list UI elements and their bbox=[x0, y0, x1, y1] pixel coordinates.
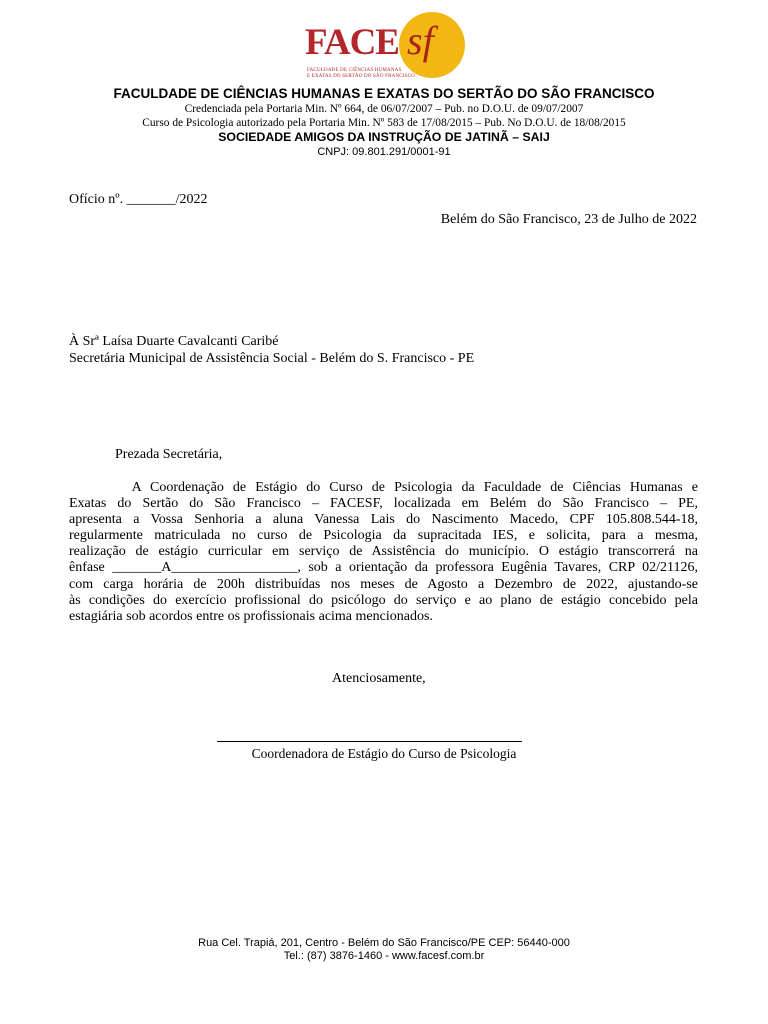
cnpj: CNPJ: 09.801.291/0001-91 bbox=[317, 146, 451, 158]
logo-sf-monogram: sf bbox=[407, 18, 434, 63]
body-line: com carga horária de 200h distribuídas nos meses de Agosto a Dezembro de 2022, ajustando-se bbox=[69, 576, 698, 592]
body-line: A Coordenação de Estágio do Curso de Psicologia da Faculdade de Ciências Humanas e bbox=[69, 480, 698, 495]
body-line: Exatas do Sertão do São Francisco – FACESF, localizada em Belém do São Francisco – PE, bbox=[69, 496, 698, 512]
course-authorization-line: Curso de Psicologia autorizado pela Portaria Min. Nº 583 de 17/08/2015 – Pub. No D.O.U. de 18/08/2015 bbox=[142, 117, 626, 129]
body-line: apresenta a Vossa Senhoria a aluna Vanessa Lais do Nascimento Macedo, CPF 105.808.544-18, bbox=[69, 512, 698, 528]
footer-address: Rua Cel. Trapiá, 201, Centro - Belém do São Francisco/PE CEP: 56440-000 bbox=[198, 937, 570, 949]
body-line: realização de estágio curricular em serviço de Assistência do município. O estágio transcorrerá na bbox=[69, 544, 698, 560]
closing: Atenciosamente, bbox=[332, 671, 426, 686]
recipient-name: À Srª Laísa Duarte Cavalcanti Caribé bbox=[69, 334, 279, 349]
recipient-role: Secretária Municipal de Assistência Social - Belém do S. Francisco - PE bbox=[69, 351, 475, 366]
logo-subtitle-line-2: E EXATAS DO SERTÃO DO SÃO FRANCISCO bbox=[307, 74, 415, 79]
body-line: às condições do exercício profissional do psicólogo do serviço e ao plano de estágio concebido pela bbox=[69, 592, 698, 608]
society-name: SOCIEDADE AMIGOS DA INSTRUÇÃO DE JATINÃ – SAIJ bbox=[218, 130, 550, 144]
signature-line bbox=[217, 741, 522, 742]
institution-name: FACULDADE DE CIÊNCIAS HUMANAS E EXATAS DO SERTÃO DO SÃO FRANCISCO bbox=[113, 86, 655, 101]
facesf-logo bbox=[303, 12, 465, 80]
body-line: estagiária sob acordos entre os profissionais acima mencionados. bbox=[69, 608, 433, 624]
footer-contact: Tel.: (87) 3876-1460 - www.facesf.com.br bbox=[283, 950, 485, 962]
logo-subtitle-line-1: FACULDADE DE CIÊNCIAS HUMANAS bbox=[307, 68, 402, 73]
oficio-number: Ofício nº. _______/2022 bbox=[69, 192, 208, 207]
letter-date: Belém do São Francisco, 23 de Julho de 2022 bbox=[440, 212, 697, 227]
greeting: Prezada Secretária, bbox=[115, 447, 223, 462]
accreditation-line: Credenciada pela Portaria Min. Nº 664, de 06/07/2007 – Pub. no D.O.U. de 09/07/2007 bbox=[184, 103, 584, 115]
body-line: ênfase _______A__________________, sob a orientação da professora Eugênia Tavares, CRP 02/21126, bbox=[69, 560, 698, 576]
logo-wordmark: FACE bbox=[305, 22, 399, 63]
body-line: regularmente matriculada no curso de Psicologia da supracitada IES, e solicita, para a mesma, bbox=[69, 528, 698, 544]
letter-body bbox=[69, 480, 698, 625]
signature-caption: Coordenadora de Estágio do Curso de Psicologia bbox=[251, 746, 517, 761]
